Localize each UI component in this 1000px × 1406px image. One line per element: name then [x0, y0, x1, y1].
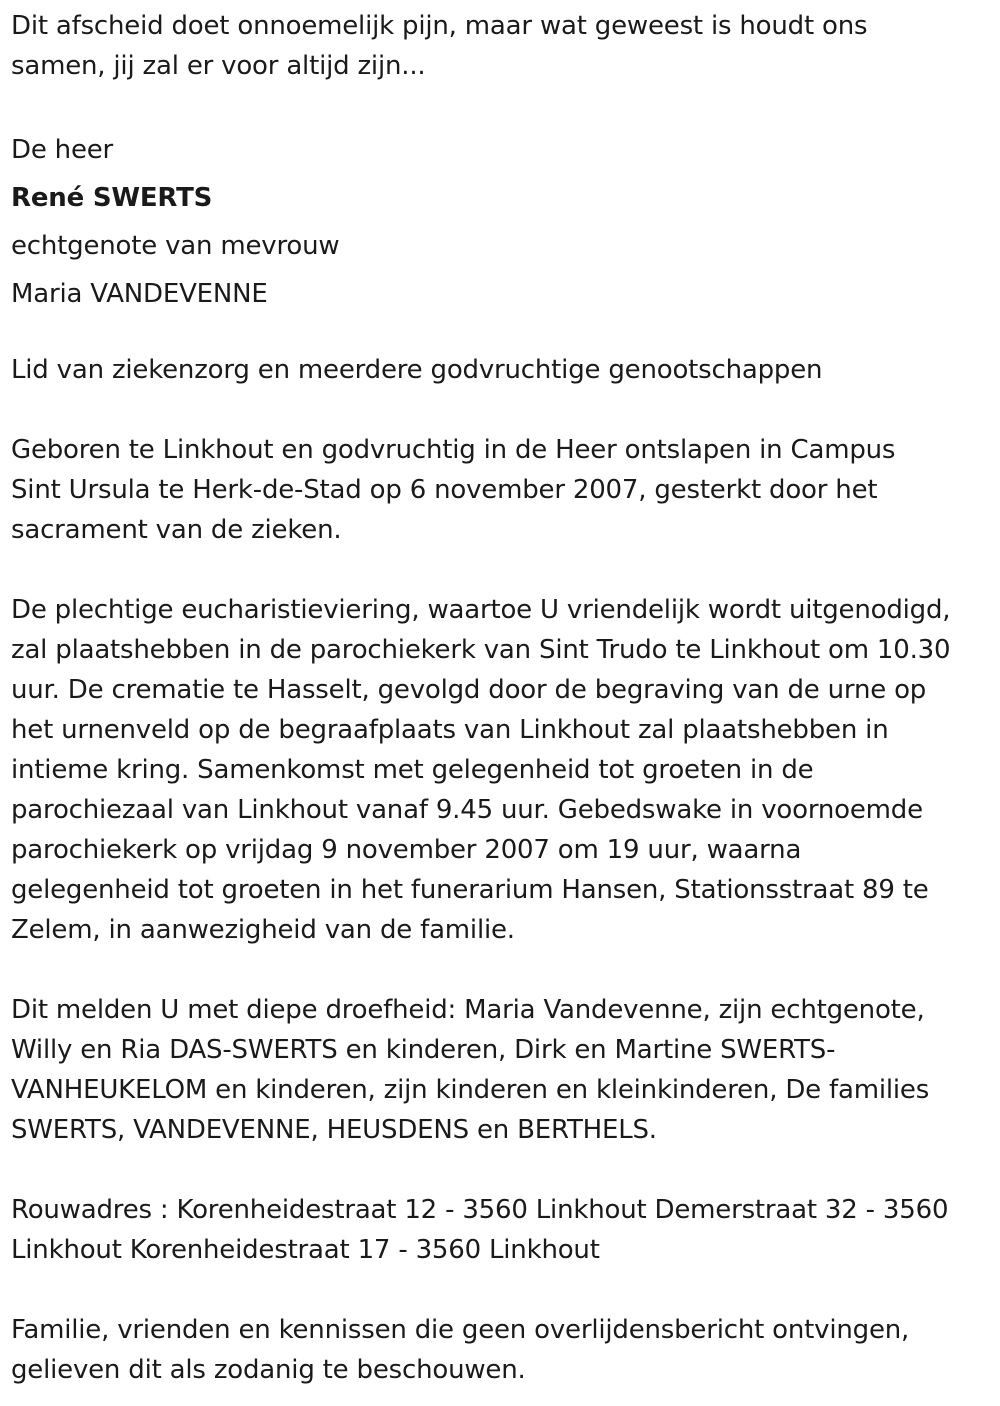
paragraph-line: het urnenveld op de begraafplaats van Linkhout zal plaatshebben in	[11, 715, 889, 745]
paragraph-line: Rouwadres : Korenheidestraat 12 - 3560 Linkhout Demerstraat 32 - 3560	[11, 1195, 949, 1225]
spacer	[11, 1150, 993, 1190]
paragraph-line: parochiekerk op vrijdag 9 november 2007 om 19 uur, waarna	[11, 835, 802, 865]
intro-line: samen, jij zal er voor altijd zijn...	[11, 51, 426, 81]
birth-death-paragraph	[11, 430, 993, 550]
paragraph-line: sacrament van de zieken.	[11, 515, 342, 545]
paragraph-line: Zelem, in aanwezigheid van de familie.	[11, 915, 515, 945]
intro-line: Dit afscheid doet onnoemelijk pijn, maar wat geweest is houdt ons	[11, 11, 868, 41]
paragraph-line: gelegenheid tot groeten in het funerarium Hansen, Stationsstraat 89 te	[11, 875, 929, 905]
mourning-address	[11, 1190, 993, 1270]
spacer	[11, 86, 993, 126]
membership-text: Lid van ziekenzorg en meerdere godvruchtige genootschappen	[11, 355, 823, 385]
deceased-name: René SWERTS	[11, 183, 213, 213]
intro-verse	[11, 6, 993, 86]
deceased-block	[11, 126, 993, 318]
paragraph-line: Willy en Ria DAS-SWERTS en kinderen, Dirk en Martine SWERTS-	[11, 1035, 836, 1065]
paragraph-line: parochiezaal van Linkhout vanaf 9.45 uur. Gebedswake in voornoemde	[11, 795, 923, 825]
family-paragraph	[11, 990, 993, 1150]
paragraph-line: zal plaatshebben in de parochiekerk van Sint Trudo te Linkhout om 10.30	[11, 635, 951, 665]
paragraph-line: VANHEUKELOM en kinderen, zijn kinderen en kleinkinderen, De families	[11, 1075, 930, 1105]
paragraph-line: Geboren te Linkhout en godvruchtig in de Heer ontslapen in Campus	[11, 435, 896, 465]
spacer	[11, 390, 993, 430]
spacer	[11, 318, 993, 350]
paragraph-line: SWERTS, VANDEVENNE, HEUSDENS en BERTHELS.	[11, 1115, 657, 1145]
closing-paragraph	[11, 1310, 993, 1390]
spacer	[11, 550, 993, 590]
paragraph-line: Linkhout Korenheidestraat 17 - 3560 Linkhout	[11, 1235, 600, 1265]
spacer	[11, 1270, 993, 1310]
paragraph-line: intieme kring. Samenkomst met gelegenheid tot groeten in de	[11, 755, 814, 785]
obituary-notice	[11, 6, 993, 1390]
paragraph-line: uur. De crematie te Hasselt, gevolgd door de begraving van de urne op	[11, 675, 927, 705]
paragraph-line: Familie, vrienden en kennissen die geen overlijdensbericht ontvingen,	[11, 1315, 910, 1345]
paragraph-line: Dit melden U met diepe droefheid: Maria Vandevenne, zijn echtgenote,	[11, 995, 925, 1025]
relation-text: echtgenote van mevrouw	[11, 231, 340, 261]
paragraph-line: Sint Ursula te Herk-de-Stad op 6 november 2007, gesterkt door het	[11, 475, 878, 505]
spacer	[11, 950, 993, 990]
paragraph-line: De plechtige eucharistieviering, waartoe U vriendelijk wordt uitgenodigd,	[11, 595, 951, 625]
ceremony-paragraph	[11, 590, 993, 950]
paragraph-line: gelieven dit als zodanig te beschouwen.	[11, 1355, 526, 1385]
honorific: De heer	[11, 135, 114, 165]
spouse-name: Maria VANDEVENNE	[11, 279, 268, 309]
